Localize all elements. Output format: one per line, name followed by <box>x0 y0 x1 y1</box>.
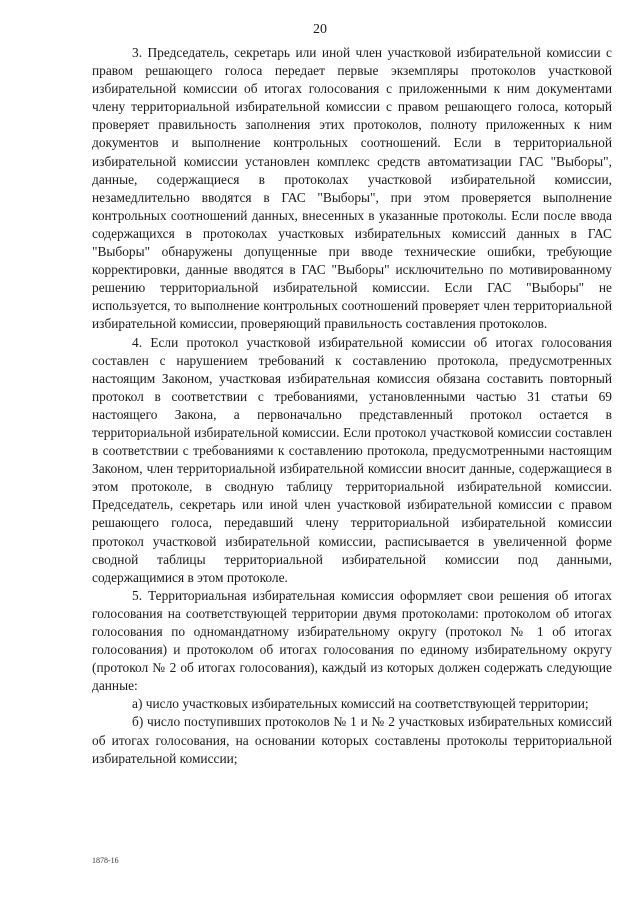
list-item-b: б) число поступивших протоколов № 1 и № 2 участковых избирательных комиссий об итогах голосования, на основании которых составлены протоколы территориальной избирательной комиссии; <box>92 714 612 766</box>
paragraph-4: 4. Если протокол участковой избирательной комиссии об итогах голосования составлен с нарушением требований к составлению протокола, предусмотренных настоящим Законом, участковая избирательная комиссия обязана составить повторный протокол в соответствии с требованиями, установленными частью 31 статьи 69 настоящего Закона, а первоначально представленный протокол остается в территориальной избирательной комиссии. Если протокол участковой комиссии составлен в соответствии с требованиями к составлению протокола, предусмотренными настоящим Законом, член территориальной избирательной комиссии вносит данные, содержащиеся в этом протоколе, в сводную таблицу территориальной избирательной комиссии. Председатель, секретарь или иной член участковой избирательной комиссии с правом решающего голоса, передавший члену территориальной избирательной комиссии протокол участковой избирательной комиссии, расписывается в увеличенной форме сводной таблицы территориальной избирательной комиссии под данными, содержащимися в этом протоколе. <box>92 334 612 585</box>
document-body <box>92 44 612 768</box>
paragraph-3: 3. Председатель, секретарь или иной член участковой избирательной комиссии с правом решающего голоса передает первые экземпляры протоколов участковой избирательной комиссии об итогах голосования с приложенными к ним документами члену территориальной избирательной комиссии с правом решающего голоса, который проверяет правильность заполнения этих протоколов, полноту приложенных к ним документов и выполнение контрольных соотношений. Если в территориальной избирательной комиссии установлен комплекс средств автоматизации ГАС "Выборы", данные, содержащиеся в протоколах участковой избирательной комиссии, незамедлительно вводятся в ГАС "Выборы", при этом проверяется выполнение контрольных соотношений данных, внесенных в указанные протоколы. Если после ввода содержащихся в протоколах участковых избирательных комиссий данных в ГАС "Выборы" обнаружены допущенные при вводе технические ошибки, требующие корректировки, данные вводятся в ГАС "Выборы" исключительно по мотивированному решению территориальной избирательной комиссии. Если ГАС "Выборы" не используется, то выполнение контрольных соотношений проверяет член территориальной избирательной комиссии, проверяющий правильность составления протоколов. <box>92 45 612 332</box>
list-item-a: а) число участковых избирательных комиссий на соответствующей территории; <box>132 696 589 712</box>
paragraph-5: 5. Территориальная избирательная комиссия оформляет свои решения об итогах голосования на соответствующей территории двумя протоколами: протоколом об итогах голосования по одномандатному избирательному округу (протокол № 1 об итогах голосования) и протоколом об итогах голосования по единому избирательному округу (протокол № 2 об итогах голосования), каждый из которых должен содержать следующие данные: <box>92 587 612 694</box>
document-code: 1878-16 <box>92 856 119 865</box>
page-number: 20 <box>313 22 327 37</box>
